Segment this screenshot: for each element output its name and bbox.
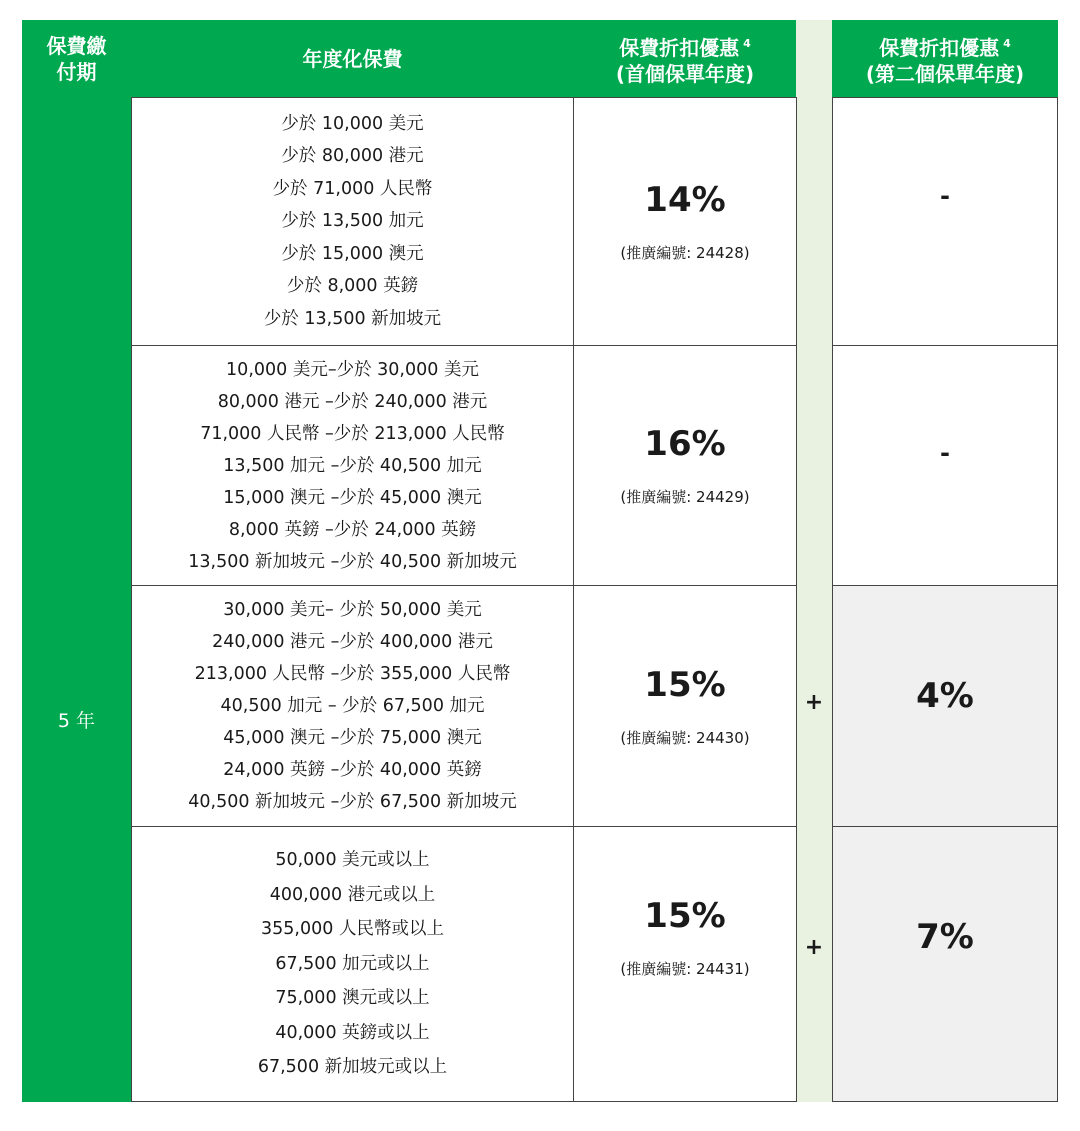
range-line: 355,000 人民幣或以上 [261,919,444,940]
discount-first-header [574,20,796,97]
second-year-discount-cell [833,346,1057,559]
discount-percent: 15% [644,664,726,705]
discount-first-header-line1: 保費折扣優惠 $^4$ [619,35,751,60]
annual-premium-header [131,20,574,97]
range-line: 少於 13,500 新加坡元 [263,308,442,329]
promo-code: (推廣編號: 24428) [620,244,750,262]
discount-percent: 16% [644,424,726,464]
range-line: 400,000 港元或以上 [269,884,436,905]
premium-range-cell [132,98,573,345]
second-year-discount-cell [833,98,1057,293]
promo-code: (推廣編號: 24430) [620,728,750,747]
first-year-discount-cell [574,98,796,345]
footnote-marker: 4 [1003,36,1011,50]
second-year-discount-cell [833,586,1057,806]
plus-sign: + [804,935,824,960]
range-line: 30,000 美元– 少於 50,000 美元 [223,600,482,620]
range-line: 67,500 新加坡元或以上 [257,1057,448,1078]
range-line: 少於 15,000 澳元 [281,243,424,264]
range-line: 75,000 澳元或以上 [275,988,430,1009]
divider [832,1101,1058,1102]
discount-first-header-line2: (首個保單年度) [615,61,755,86]
second-year-discount: 7% [916,917,974,957]
range-line: 24,000 英鎊 –少於 40,000 英鎊 [223,760,482,780]
range-line: 13,500 加元 –少於 40,500 加元 [223,455,482,476]
range-line: 10,000 美元–少於 30,000 美元 [226,359,479,380]
range-line: 213,000 人民幣 –少於 355,000 人民幣 [194,664,511,684]
discount-second-header [832,20,1058,97]
divider [1057,97,1058,1102]
range-line: 15,000 澳元 –少於 45,000 澳元 [223,487,482,508]
second-year-discount: 4% [916,676,974,716]
premium-range-cell [132,827,573,1101]
second-year-discount: - [940,181,950,210]
footnote-marker: 4 [743,36,751,50]
promo-code: (推廣編號: 24429) [620,488,750,506]
range-line: 少於 10,000 美元 [281,113,424,134]
discount-second-header-line2: (第二個保單年度) [865,61,1025,86]
annual-premium-header-label: 年度化保費 [302,46,403,71]
range-line: 45,000 澳元 –少於 75,000 澳元 [223,728,482,748]
period-value: 5 年 [57,710,96,732]
discount-percent: 14% [644,180,726,220]
plus-sign: + [804,690,824,715]
second-year-discount-cell [833,827,1057,1047]
range-line: 少於 71,000 人民幣 [272,178,433,199]
promo-code: (推廣編號: 24431) [620,959,750,978]
range-line: 67,500 加元或以上 [275,953,430,974]
range-line: 80,000 港元 –少於 240,000 港元 [217,391,488,412]
first-year-discount-cell [574,827,796,1047]
range-line: 40,500 加元 – 少於 67,500 加元 [220,696,485,716]
period-header-line2: 付期 [56,60,97,84]
premium-range-cell [132,346,573,585]
divider [131,1101,796,1102]
discount-percent: 15% [644,895,726,936]
range-line: 少於 80,000 港元 [281,146,424,167]
period-header-line1: 保費繳 [46,34,107,58]
range-line: 240,000 港元 –少於 400,000 港元 [212,632,493,652]
range-line: 少於 8,000 英鎊 [286,276,419,297]
first-year-discount-cell [574,586,796,826]
second-year-discount: - [940,438,950,467]
range-line: 50,000 美元或以上 [275,850,430,871]
range-line: 40,500 新加坡元 –少於 67,500 新加坡元 [188,792,517,812]
range-line: 少於 13,500 加元 [281,211,424,232]
period-column [22,20,131,1102]
premium-range-cell [132,586,573,826]
discount-second-header-line1: 保費折扣優惠 $^4$ [879,35,1011,60]
period-header [22,20,131,98]
range-line: 13,500 新加坡元 –少於 40,500 新加坡元 [188,551,517,572]
range-line: 40,000 英鎊或以上 [275,1022,430,1043]
range-line: 8,000 英鎊 –少於 24,000 英鎊 [228,519,477,540]
range-line: 71,000 人民幣 –少於 213,000 人民幣 [200,423,505,444]
first-year-discount-cell [574,346,796,585]
